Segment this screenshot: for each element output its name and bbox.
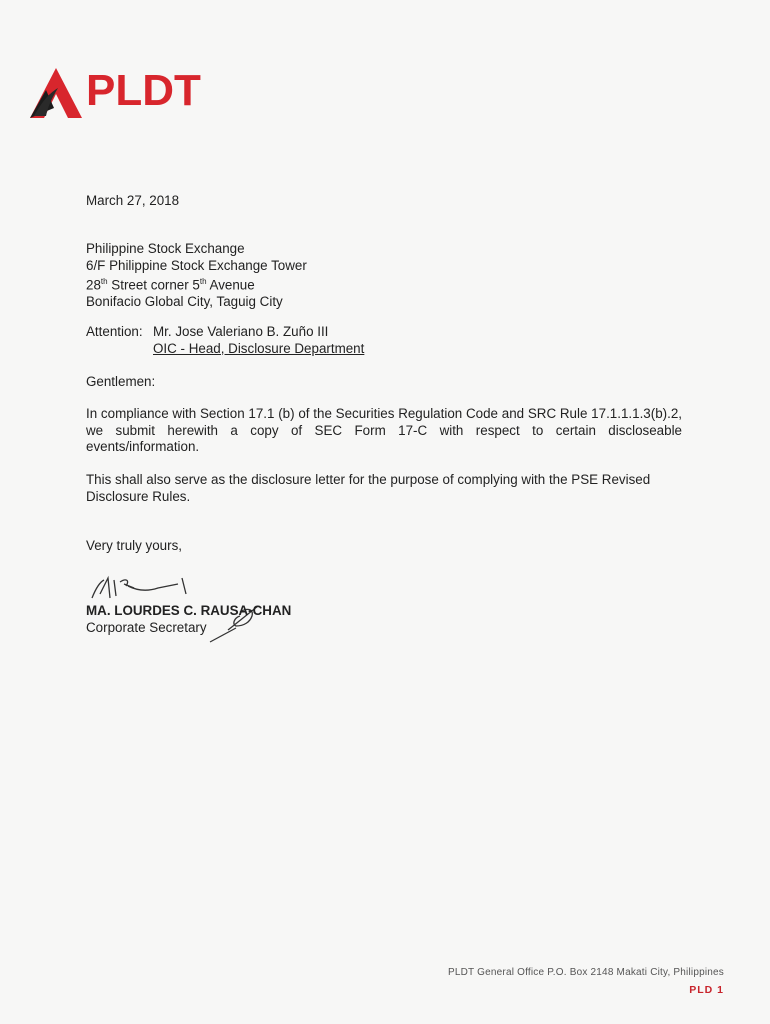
recipient-line: 6/F Philippine Stock Exchange Tower (86, 257, 307, 273)
brand-wordmark: PLDT (86, 66, 201, 115)
recipient-line: 28th Street corner 5th Avenue (86, 277, 255, 293)
recipient-line: Philippine Stock Exchange (86, 241, 245, 256)
attention-name: Mr. Jose Valeriano B. Zuño III (153, 324, 329, 339)
attention-title: OIC - Head, Disclosure Department (153, 340, 365, 356)
letter-date: March 27, 2018 (86, 193, 180, 208)
recipient-address (86, 241, 307, 310)
attention-block (86, 324, 364, 357)
signatory-name: MA. LOURDES C. RAUSA-CHAN (86, 603, 292, 618)
attention-label: Attention: (86, 324, 143, 339)
body-paragraph: In compliance with Section 17.1 (b) of the Securities Regulation Code and SRC Rule 17.1.1.1.3(b).2, we submit herewith a copy of SEC Form 17-C with respect to certain discloseable events/information. (86, 406, 682, 454)
footer-address: PLDT General Office P.O. Box 2148 Makati City, Philippines (448, 967, 724, 978)
signatory-title: Corporate Secretary (86, 620, 207, 635)
closing: Very truly yours, (86, 538, 182, 553)
page-code: PLD 1 (689, 984, 724, 996)
pldt-logo-icon (28, 64, 84, 120)
recipient-line: Bonifacio Global City, Taguig City (86, 293, 283, 309)
salutation: Gentlemen: (86, 374, 156, 389)
body-paragraph: This shall also serve as the disclosure letter for the purpose of complying with the PSE Revised Disclosure Rules. (86, 472, 651, 504)
